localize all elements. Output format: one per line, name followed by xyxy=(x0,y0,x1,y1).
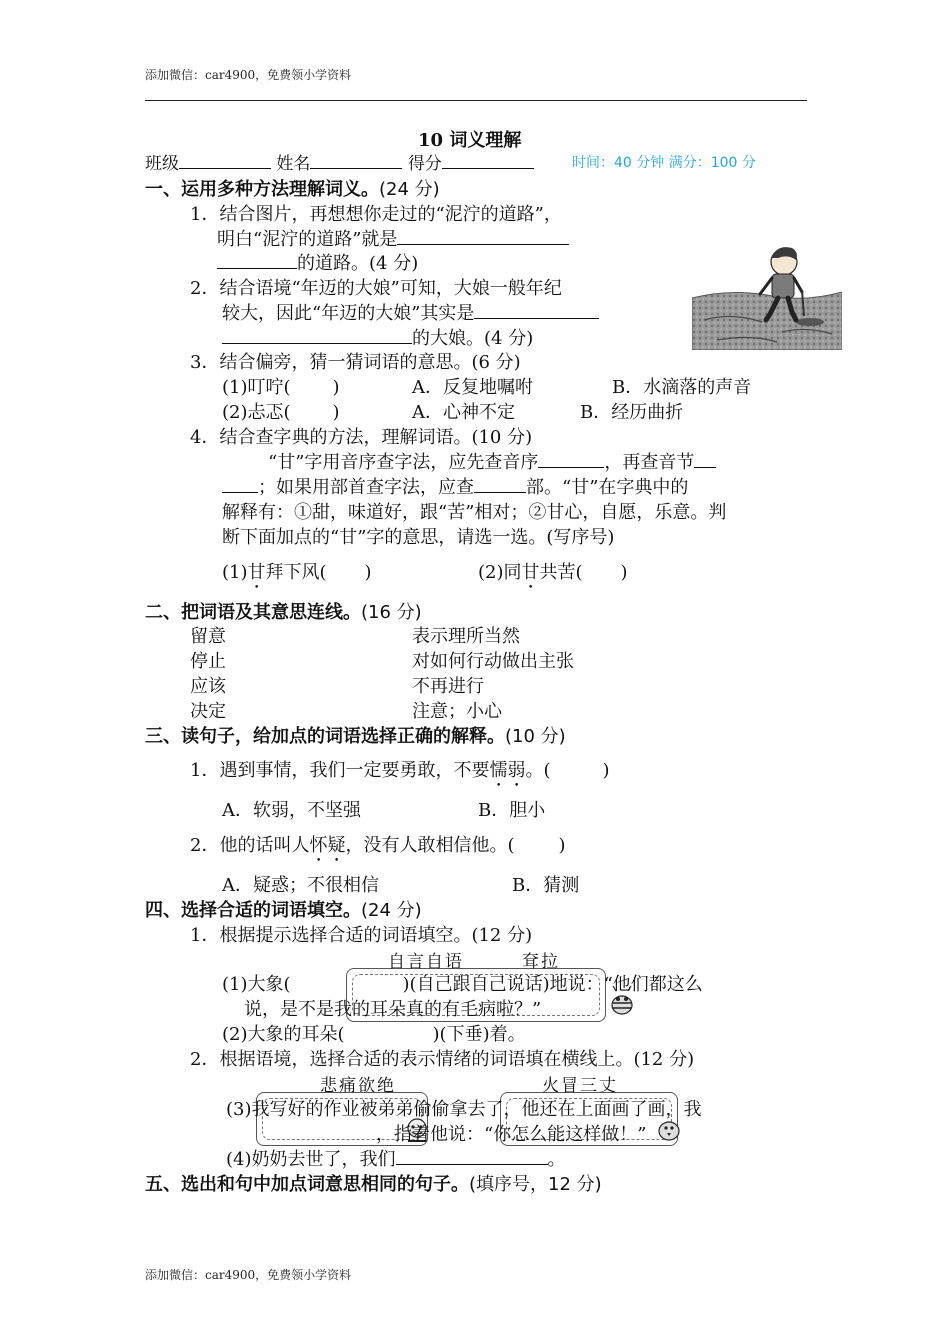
q1-answer-blank-b[interactable] xyxy=(217,250,297,269)
q4-p2-text-b: ；如果用部首查字法，应查 xyxy=(258,477,474,498)
s3-q1-dotted-word: 懦弱 xyxy=(489,760,526,781)
match-right-3[interactable]: 不再进行 xyxy=(412,676,484,697)
s4-s4-answer-blank[interactable] xyxy=(396,1146,548,1165)
q3-item2-label: (2)忐忑( xyxy=(222,402,291,423)
paren-close: ) xyxy=(364,562,372,583)
q2-line1: 2．结合语境“年迈的大娘”可知，大娘一般年纪 xyxy=(190,278,562,299)
paren-close: ) xyxy=(332,402,340,423)
section-5-title: 五、选出和句中加点词意思相同的句子。 xyxy=(145,1174,469,1195)
section-4-points: (24 分) xyxy=(361,900,422,921)
q4-a2-post: 共苦( xyxy=(539,562,583,583)
s4-sentence-3-line1: (3)我写好的作业被弟弟偷偷拿去了，他还在上面画了画，我 xyxy=(226,1099,702,1120)
q4-bushou-blank[interactable] xyxy=(474,474,526,493)
header-divider xyxy=(145,100,807,101)
q4-a2-pre: (2)同 xyxy=(478,562,522,583)
q4-stem: 4．结合查字典的方法，理解词语。(10 分) xyxy=(190,427,533,448)
section-1-heading xyxy=(145,175,440,201)
section-5-heading xyxy=(145,1170,602,1196)
q1-line2 xyxy=(217,225,569,251)
s3-q2-post: ，没有人敢相信他。( xyxy=(345,835,515,856)
section-3-points: (10 分) xyxy=(505,726,566,747)
score-label: 得分 xyxy=(407,154,442,174)
q1-answer-blank-a[interactable] xyxy=(397,226,569,245)
q2-answer-blank-a[interactable] xyxy=(474,300,599,319)
q3-item1-option-a: A．反复地嘱咐 xyxy=(412,377,533,398)
s4-s2-post: )(下垂)着。 xyxy=(432,1024,526,1045)
q3-item1-label: (1)叮咛( xyxy=(222,377,291,398)
paren-close: ) xyxy=(332,377,340,398)
match-left-3[interactable]: 应该 xyxy=(190,676,226,697)
s4-sentence-3-line2 xyxy=(226,1120,646,1146)
section-2-heading xyxy=(145,598,422,624)
header-note: 添加微信：car4900，免费领小学资料 xyxy=(145,68,352,82)
q3-item1 xyxy=(222,373,340,399)
q2-line2 xyxy=(222,299,599,325)
name-label: 姓名 xyxy=(276,154,311,174)
muddy-road-illustration xyxy=(692,240,842,350)
section-3-heading xyxy=(145,722,566,748)
s4-s4-post: 。 xyxy=(547,1149,566,1170)
s4-q1-stem: 1．根据提示选择合适的词语填空。(12 分) xyxy=(190,925,533,946)
q3-stem: 3．结合偏旁，猜一猜词语的意思。(6 分) xyxy=(190,352,521,373)
q4-yinxu-blank[interactable] xyxy=(538,449,604,468)
s4-sentence-4 xyxy=(226,1145,566,1171)
q4-para-line3: 解释有：①甜，味道好，跟“苦”相对；②甘心，自愿，乐意。判 xyxy=(222,502,727,523)
class-label: 班级 xyxy=(145,154,179,174)
s4-s3-answer-slot[interactable] xyxy=(226,1122,376,1140)
section-1-title: 一、运用多种方法理解词义。 xyxy=(145,179,379,200)
s3-q1-post: 。( xyxy=(525,760,551,781)
q2-line3 xyxy=(222,324,533,350)
q4-para-line1 xyxy=(268,448,716,474)
s4-s3-line2-text: ，指着他说：“你怎么能这样做！” xyxy=(376,1124,647,1145)
q1-line1: 1．结合图片，再想想你走过的“泥泞的道路”， xyxy=(190,204,562,225)
q3-item1-option-b: B．水滴落的声音 xyxy=(612,377,752,398)
s3-q1-option-a: A．软弱，不坚强 xyxy=(222,800,361,821)
s3-q2-dotted-word: 怀疑 xyxy=(309,835,346,856)
q4-a1-pre: (1) xyxy=(222,562,248,583)
section-3-title: 三、读句子，给加点的词语选择正确的解释。 xyxy=(145,726,505,747)
match-left-2[interactable]: 停止 xyxy=(190,651,226,672)
q2-answer-blank-b[interactable] xyxy=(222,325,412,344)
word-option-4[interactable]: 火冒三丈 xyxy=(542,1076,618,1096)
q3-item2 xyxy=(222,398,340,424)
q4-para-line2 xyxy=(222,473,688,499)
match-left-4[interactable]: 决定 xyxy=(190,701,226,722)
paren-close: ) xyxy=(602,760,610,781)
section-2-points: (16 分) xyxy=(361,602,422,623)
s3-q1-option-b: B．胆小 xyxy=(478,800,546,821)
s3-q2-option-b: B．猜测 xyxy=(512,875,580,896)
q1-line3-text: 的道路。(4 分) xyxy=(297,253,419,274)
match-left-1[interactable]: 留意 xyxy=(190,626,226,647)
q4-a1-post: 拜下风( xyxy=(265,562,327,583)
q3-item2-option-b: B．经历曲折 xyxy=(580,402,684,423)
match-right-1[interactable]: 表示理所当然 xyxy=(412,626,520,647)
s3-q2-option-a: A．疑惑；不很相信 xyxy=(222,875,379,896)
q1-line3 xyxy=(217,249,418,275)
section-5-points: (填序号，12 分) xyxy=(469,1174,602,1195)
s3-q2 xyxy=(190,831,566,866)
q4-p2-text-c: 部。“甘”在字典中的 xyxy=(526,477,689,498)
q4-yinjie-blank-b[interactable] xyxy=(222,474,258,493)
section-4-title: 四、选择合适的词语填空。 xyxy=(145,900,361,921)
s3-q1 xyxy=(190,756,610,791)
paren-close: ) xyxy=(558,835,566,856)
word-option-3[interactable]: 悲痛欲绝 xyxy=(320,1076,396,1096)
q2-line3-text: 的大娘。(4 分) xyxy=(412,328,534,349)
s4-sentence-1-line2: 说，是不是我的耳朵真的有毛病啦？” xyxy=(244,999,542,1020)
paren-close: ) xyxy=(620,562,628,583)
s4-s2-pre: (2)大象的耳朵( xyxy=(222,1024,345,1045)
class-blank[interactable] xyxy=(179,150,271,169)
name-blank[interactable] xyxy=(310,150,402,169)
section-1-points: (24 分) xyxy=(379,179,440,200)
q4-answer-1 xyxy=(222,558,372,593)
page-title: 10 词义理解 xyxy=(418,130,522,151)
s3-q1-pre: 1．遇到事情，我们一定要勇敢，不要 xyxy=(190,760,490,781)
s4-s4-pre: (4)奶奶去世了，我们 xyxy=(226,1149,396,1170)
section-4-heading xyxy=(145,896,422,922)
s4-sentence-2 xyxy=(222,1020,526,1046)
footer-note: 添加微信：car4900，免费领小学资料 xyxy=(145,1268,352,1282)
score-blank[interactable] xyxy=(442,150,534,169)
q4-a2-dotted-char: 甘 xyxy=(521,562,540,583)
info-line xyxy=(145,149,534,174)
q3-item2-option-a: A．心神不定 xyxy=(412,402,515,423)
q2-line2-text: 较大，因此“年迈的大娘”其实是 xyxy=(222,303,475,324)
time-info: 时间：40 分钟 满分：100 分 xyxy=(572,155,756,171)
match-right-4[interactable]: 注意；小心 xyxy=(412,701,502,722)
section-2-title: 二、把词语及其意思连线。 xyxy=(145,602,361,623)
s4-sentence-1 xyxy=(222,970,703,996)
s4-q2-stem: 2．根据语境，选择合适的表示情绪的词语填在横线上。(12 分) xyxy=(190,1049,695,1070)
q1-line2-text: 明白“泥泞的道路”就是 xyxy=(217,229,398,250)
q4-p1-text-a: “甘”字用音序查字法，应先查音序 xyxy=(268,452,539,473)
q4-para-line4: 断下面加点的“甘”字的意思，请选一选。(写序号) xyxy=(222,527,615,548)
match-right-2[interactable]: 对如何行动做出主张 xyxy=(412,651,574,672)
q4-answer-2 xyxy=(478,558,628,593)
s4-s1-pre: (1)大象( xyxy=(222,974,291,995)
q4-yinjie-blank-a[interactable] xyxy=(694,449,716,468)
s3-q2-pre: 2．他的话叫人 xyxy=(190,835,310,856)
word-option-2[interactable]: 耷拉 xyxy=(522,952,560,972)
q4-a1-dotted-char: 甘 xyxy=(247,562,266,583)
s4-s1-mid: )(自己跟自己说话)地说：“他们都这么 xyxy=(402,974,703,995)
word-option-1[interactable]: 自言自语 xyxy=(388,952,464,972)
q4-p1-text-b: ，再查音节 xyxy=(604,452,695,473)
